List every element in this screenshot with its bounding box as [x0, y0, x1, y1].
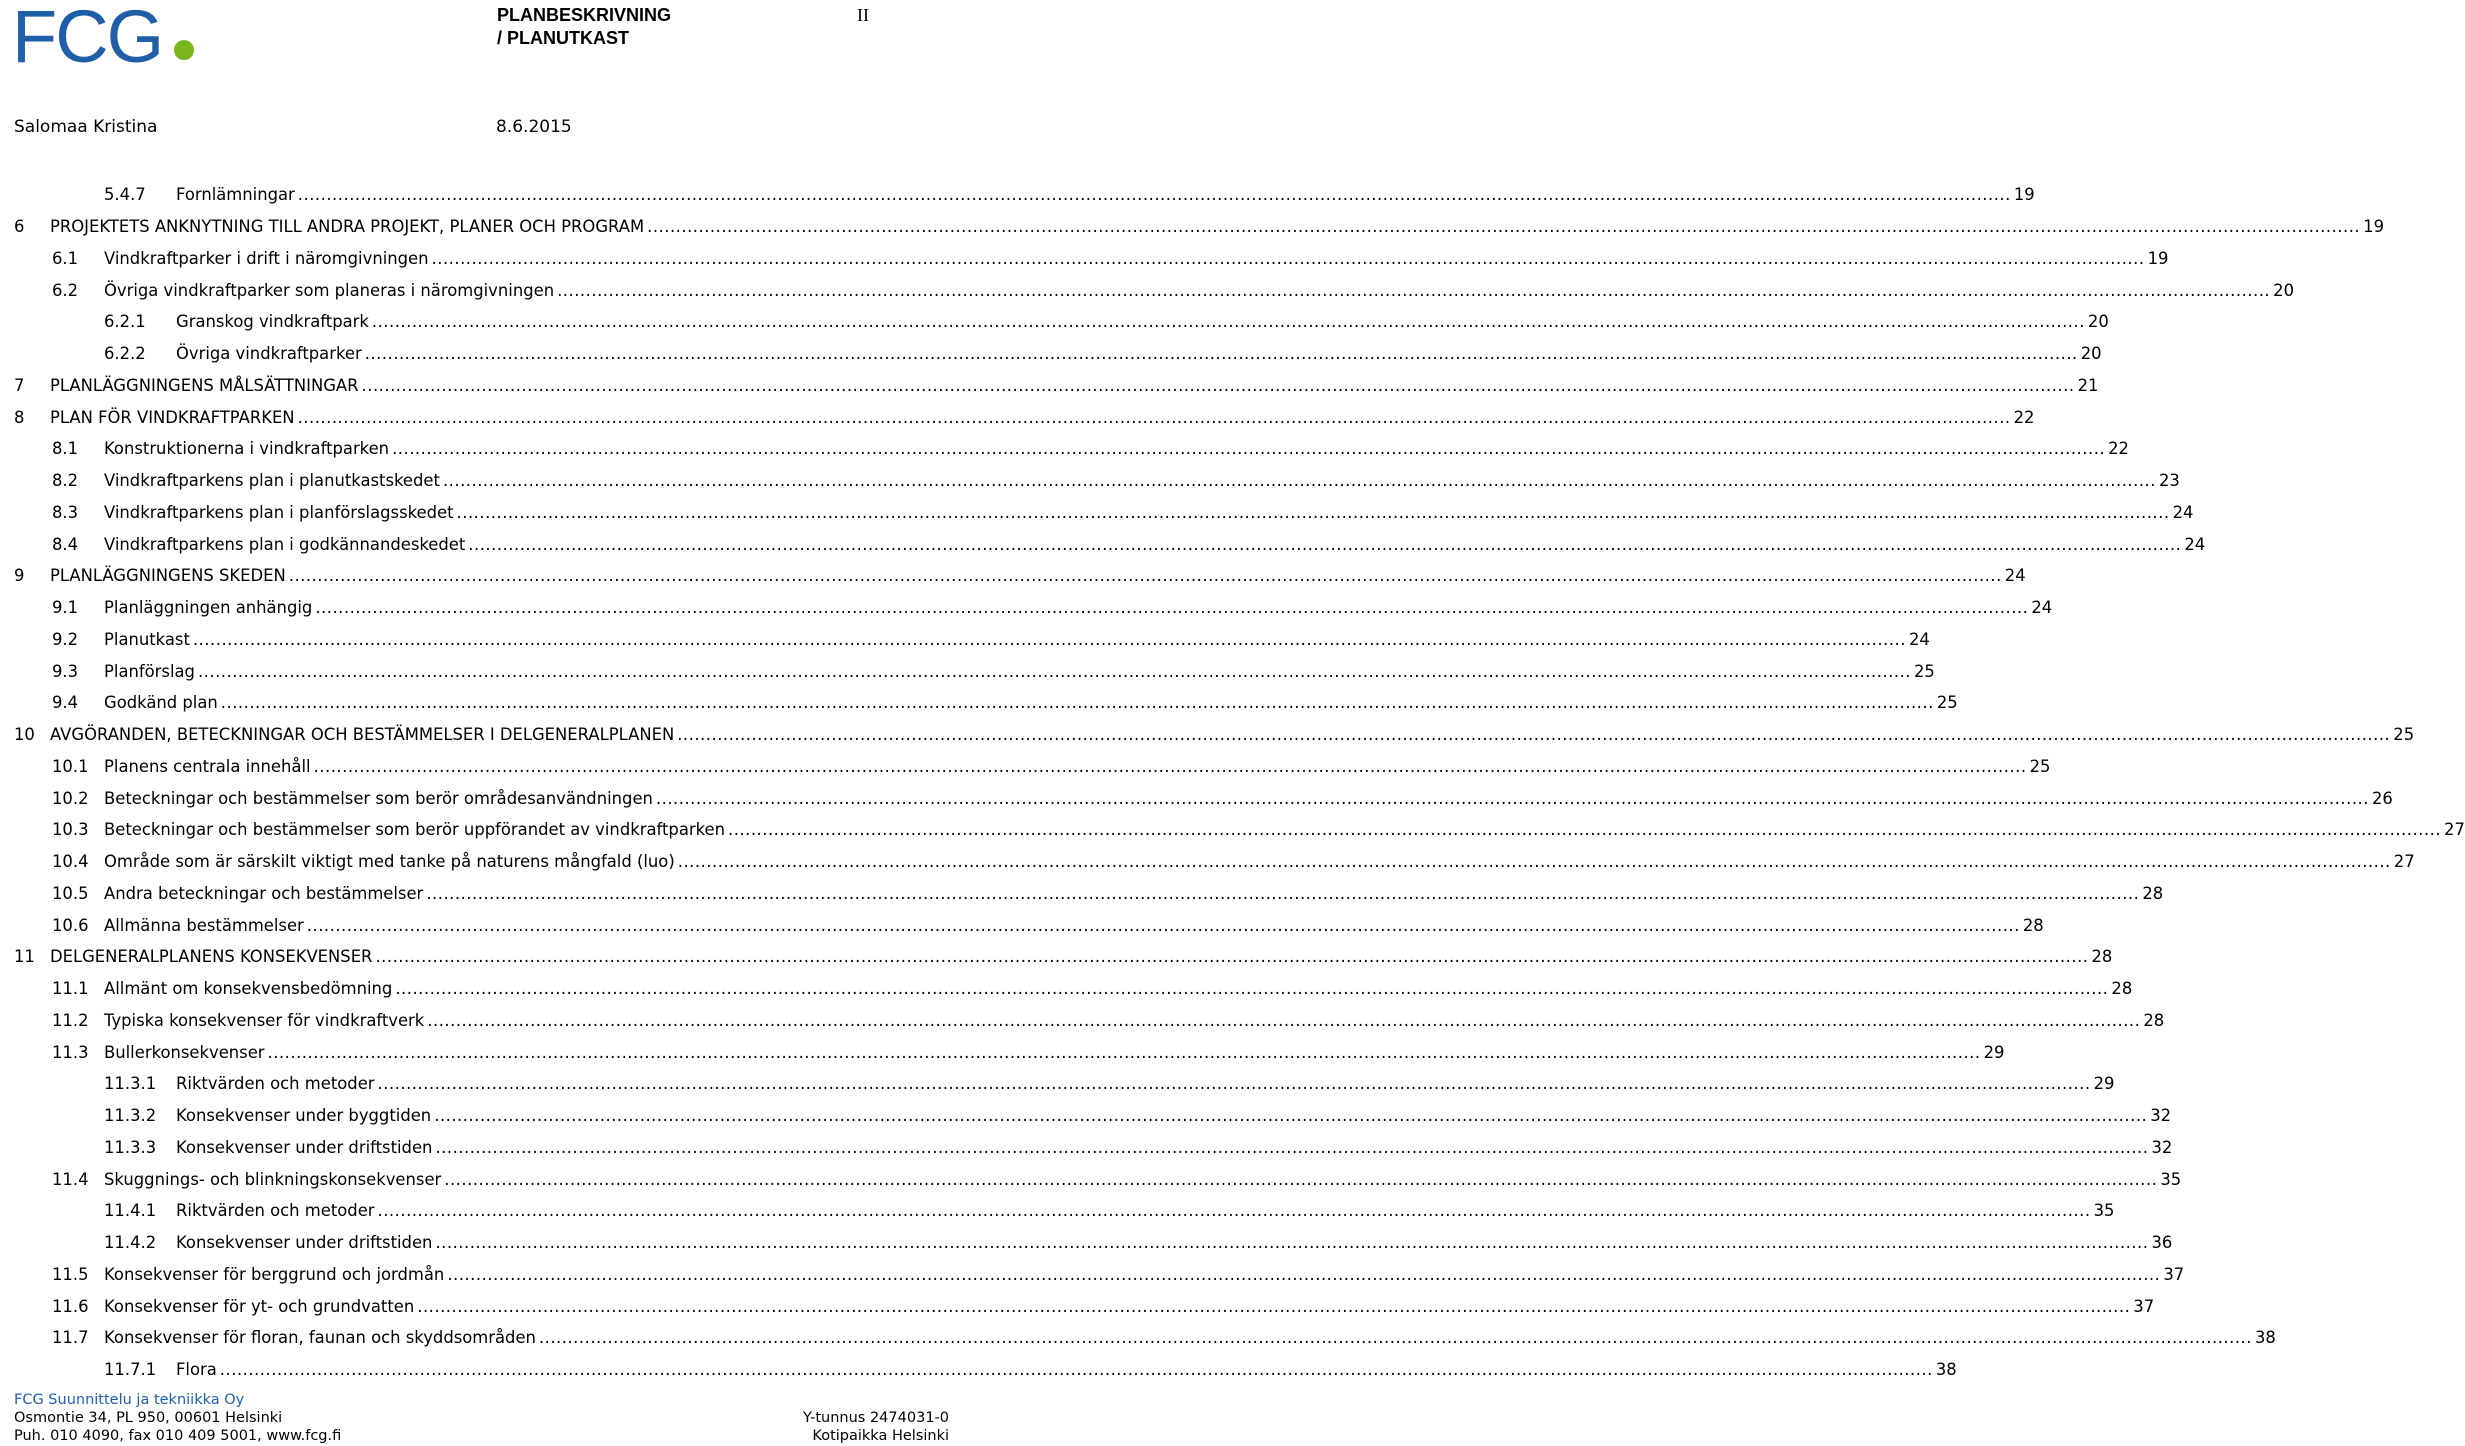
toc-entry-page: 32 — [2151, 1137, 2173, 1157]
toc-entry-number: 11.3.3 — [104, 1137, 157, 1157]
toc-entry-title: DELGENERALPLANENS KONSEKVENSER — [50, 947, 373, 967]
toc-entry[interactable] — [104, 1195, 2115, 1227]
toc-entry-title: Planläggningen anhängig — [104, 598, 313, 618]
toc-entry-number: 10.6 — [52, 915, 89, 935]
toc-entry-page: 29 — [1983, 1042, 2005, 1062]
toc-leader-dots: ............................................................................................................................................................................................................................................................................................................ — [395, 979, 2109, 999]
toc-entry-title: Planförslag — [104, 661, 195, 681]
toc-entry[interactable] — [52, 497, 2194, 529]
toc-entry[interactable] — [52, 1259, 2185, 1291]
toc-entry-title: Riktvärden och metoder — [176, 1074, 375, 1094]
toc-entry[interactable] — [104, 306, 2109, 338]
toc-entry-page: 35 — [2093, 1201, 2115, 1221]
toc-entry-title: Område som är särskilt viktigt med tanke på naturens mångfald (luo) — [104, 852, 675, 872]
toc-leader-dots: ............................................................................................................................................................................................................................................................................................................ — [377, 1201, 2091, 1221]
toc-leader-dots: ............................................................................................................................................................................................................................................................................................................ — [364, 344, 2078, 364]
toc-entry-title: Konstruktionerna i vindkraftparken — [104, 439, 390, 459]
toc-entry-title: Konsekvenser för yt- och grundvatten — [104, 1296, 415, 1316]
toc-entry-page: 23 — [2158, 471, 2180, 491]
toc-leader-dots: ............................................................................................................................................................................................................................................................................................................ — [377, 1074, 2091, 1094]
toc-entry-title: PLAN FÖR VINDKRAFTPARKEN — [50, 407, 295, 427]
toc-leader-dots: ............................................................................................................................................................................................................................................................................................................ — [427, 1010, 2141, 1030]
toc-leader-dots: ............................................................................................................................................................................................................................................................................................................ — [431, 248, 2145, 268]
toc-leader-dots: ............................................................................................................................................................................................................................................................................................................ — [435, 1233, 2149, 1253]
toc-entry-page: 28 — [2022, 915, 2044, 935]
toc-leader-dots: ............................................................................................................................................................................................................................................................................................................ — [677, 725, 2391, 745]
document-date: 8.6.2015 — [496, 117, 572, 137]
toc-entry[interactable] — [52, 814, 2465, 846]
toc-leader-dots: ............................................................................................................................................................................................................................................................................................................ — [677, 852, 2391, 872]
toc-entry-title: Planens centrala innehåll — [104, 756, 311, 776]
toc-entry-page: 29 — [2093, 1074, 2115, 1094]
toc-entry-page: 19 — [2363, 217, 2385, 237]
toc-leader-dots: ............................................................................................................................................................................................................................................................................................................ — [220, 693, 1934, 713]
toc-entry-title: Vindkraftparkens plan i godkännandeskedet — [104, 534, 466, 554]
toc-leader-dots: ............................................................................................................................................................................................................................................................................................................ — [447, 1264, 2161, 1284]
toc-entry-number: 8.1 — [52, 439, 79, 459]
toc-entry[interactable] — [52, 687, 1958, 719]
toc-entry-page: 28 — [2091, 947, 2113, 967]
toc-entry-page: 19 — [2147, 248, 2169, 268]
toc-leader-dots: ............................................................................................................................................................................................................................................................................................................ — [557, 280, 2271, 300]
toc-entry[interactable] — [104, 1354, 1957, 1386]
toc-entry[interactable] — [52, 751, 2051, 783]
toc-entry-page: 37 — [2163, 1264, 2185, 1284]
toc-entry-number: 11 — [14, 947, 35, 967]
toc-entry-title: Granskog vindkraftpark — [176, 312, 369, 332]
toc-entry[interactable] — [52, 1036, 2005, 1068]
toc-entry-title: Andra beteckningar och bestämmelser — [104, 883, 424, 903]
toc-entry[interactable] — [14, 401, 2035, 433]
footer-address: Osmontie 34, PL 950, 00601 Helsinki — [14, 1410, 283, 1426]
toc-entry-number: 9.3 — [52, 661, 79, 681]
toc-entry-number: 10 — [14, 725, 35, 745]
toc-entry[interactable] — [52, 465, 2180, 497]
toc-entry-number: 6.2 — [52, 280, 79, 300]
toc-entry-number: 6.2.2 — [104, 344, 146, 364]
footer-domicile: Kotipaikka Helsinki — [812, 1428, 949, 1444]
toc-entry-title: Typiska konsekvenser för vindkraftverk — [104, 1010, 425, 1030]
toc-entry-title: Övriga vindkraftparker — [176, 344, 362, 364]
toc-leader-dots: ............................................................................................................................................................................................................................................................................................................ — [392, 439, 2106, 459]
toc-leader-dots: ............................................................................................................................................................................................................................................................................................................ — [434, 1106, 2148, 1126]
toc-entry[interactable] — [52, 878, 2164, 910]
toc-leader-dots: ............................................................................................................................................................................................................................................................................................................ — [361, 375, 2075, 395]
toc-entry-title: PROJEKTETS ANKNYTNING TILL ANDRA PROJEKT, PLANER OCH PROGRAM — [50, 217, 645, 237]
toc-entry[interactable] — [52, 1005, 2165, 1037]
toc-leader-dots: ............................................................................................................................................................................................................................................................................................................ — [655, 788, 2369, 808]
toc-entry-number: 10.1 — [52, 756, 89, 776]
toc-leader-dots: ............................................................................................................................................................................................................................................................................................................ — [371, 312, 2085, 332]
toc-entry-number: 9.1 — [52, 598, 79, 618]
toc-entry-page: 21 — [2077, 375, 2099, 395]
toc-entry-page: 32 — [2150, 1106, 2172, 1126]
toc-entry-title: Beteckningar och bestämmelser som berör områdesanvändningen — [104, 788, 653, 808]
toc-leader-dots: ............................................................................................................................................................................................................................................................................................................ — [426, 883, 2140, 903]
toc-leader-dots: ............................................................................................................................................................................................................................................................................................................ — [435, 1137, 2149, 1157]
toc-leader-dots: ............................................................................................................................................................................................................................................................................................................ — [417, 1296, 2131, 1316]
toc-entry-title: Konsekvenser under driftstiden — [176, 1233, 433, 1253]
toc-leader-dots: ............................................................................................................................................................................................................................................................................................................ — [192, 629, 1906, 649]
toc-leader-dots: ............................................................................................................................................................................................................................................................................................................ — [444, 1169, 2158, 1189]
toc-entry-title: Flora — [176, 1360, 217, 1380]
toc-entry[interactable] — [52, 433, 2129, 465]
toc-entry-title: Övriga vindkraftparker som planeras i näromgivningen — [104, 280, 555, 300]
footer-company: FCG Suunnittelu ja tekniikka Oy — [14, 1392, 245, 1408]
toc-entry-page: 24 — [2184, 534, 2206, 554]
toc-entry-title: Bullerkonsekvenser — [104, 1042, 265, 1062]
toc-entry[interactable] — [104, 338, 2102, 370]
toc-entry-number: 11.3.2 — [104, 1106, 157, 1126]
toc-entry-title: Godkänd plan — [104, 693, 218, 713]
toc-entry-number: 8.4 — [52, 534, 79, 554]
toc-entry-title: Allmänt om konsekvensbedömning — [104, 979, 393, 999]
toc-entry-page: 26 — [2371, 788, 2393, 808]
page-number: II — [857, 5, 869, 25]
toc-entry-number: 11.4.1 — [104, 1201, 157, 1221]
toc-entry-number: 9 — [14, 566, 25, 586]
footer — [14, 1391, 949, 1445]
toc-entry-page: 37 — [2133, 1296, 2155, 1316]
toc-entry-title: Vindkraftparkens plan i planutkastskedet — [104, 471, 440, 491]
toc-entry[interactable] — [14, 941, 2113, 973]
toc-entry-page: 25 — [2393, 725, 2415, 745]
toc-entry-page: 20 — [2273, 280, 2294, 300]
toc-entry-number: 6.1 — [52, 248, 79, 268]
toc-leader-dots: ............................................................................................................................................................................................................................................................................................................ — [297, 185, 2011, 205]
toc-entry-number: 5.4.7 — [104, 185, 146, 205]
toc-leader-dots: ............................................................................................................................................................................................................................................................................................................ — [197, 661, 1911, 681]
toc-leader-dots: ............................................................................................................................................................................................................................................................................................................ — [315, 598, 2029, 618]
toc-entry-page: 38 — [2254, 1328, 2276, 1348]
toc-entry-title: Allmänna bestämmelser — [104, 915, 304, 935]
toc-entry-title: Konsekvenser under byggtiden — [176, 1106, 432, 1126]
toc-entry-page: 22 — [2108, 439, 2129, 459]
fcg-logo — [12, 0, 202, 78]
toc-entry-page: 28 — [2142, 883, 2164, 903]
logo-dot — [174, 40, 194, 60]
toc-leader-dots: ............................................................................................................................................................................................................................................................................................................ — [442, 471, 2156, 491]
toc-entry-page: 20 — [2087, 312, 2109, 332]
toc-entry-title: Konsekvenser för floran, faunan och skyddsområden — [104, 1328, 536, 1348]
toc-entry-number: 11.5 — [52, 1264, 89, 1284]
toc-entry[interactable] — [52, 624, 1930, 656]
toc-entry-number: 10.2 — [52, 788, 89, 808]
toc-entry-number: 11.1 — [52, 979, 89, 999]
toc-entry-page: 19 — [2013, 185, 2035, 205]
toc-entry[interactable] — [14, 719, 2415, 751]
toc-entry-title: Konsekvenser under driftstiden — [176, 1137, 433, 1157]
toc-entry-number: 7 — [14, 375, 25, 395]
toc-leader-dots: ............................................................................................................................................................................................................................................................................................................ — [647, 217, 2361, 237]
toc-leader-dots: ............................................................................................................................................................................................................................................................................................................ — [468, 534, 2182, 554]
footer-contact: Puh. 010 4090, fax 010 409 5001, www.fcg.fi — [14, 1428, 342, 1444]
toc-entry-number: 8.3 — [52, 502, 79, 522]
toc-leader-dots: ............................................................................................................................................................................................................................................................................................................ — [375, 947, 2089, 967]
toc-entry[interactable] — [104, 179, 2035, 211]
toc-entry[interactable] — [104, 1068, 2115, 1100]
toc-entry[interactable] — [52, 1163, 2182, 1195]
document-title — [497, 4, 797, 50]
toc-entry-number: 9.2 — [52, 629, 79, 649]
toc-leader-dots: ............................................................................................................................................................................................................................................................................................................ — [538, 1328, 2252, 1348]
toc-entry-title: Planutkast — [104, 629, 190, 649]
toc-entry[interactable] — [52, 846, 2415, 878]
author-name: Salomaa Kristina — [14, 117, 158, 137]
toc-leader-dots: ............................................................................................................................................................................................................................................................................................................ — [267, 1042, 1981, 1062]
toc-entry-number: 11.7.1 — [104, 1360, 157, 1380]
toc-entry-number: 6.2.1 — [104, 312, 146, 332]
toc-entry[interactable] — [104, 1100, 2172, 1132]
toc-entry-title: AVGÖRANDEN, BETECKNINGAR OCH BESTÄMMELSER I DELGENERALPLANEN — [50, 725, 675, 745]
toc-entry-title: Riktvärden och metoder — [176, 1201, 375, 1221]
toc-entry[interactable] — [52, 592, 2053, 624]
toc-entry-page: 24 — [2172, 502, 2194, 522]
toc-entry-title: PLANLÄGGNINGENS SKEDEN — [50, 566, 286, 586]
toc-entry[interactable] — [52, 973, 2133, 1005]
toc-entry-page: 22 — [2013, 407, 2035, 427]
toc-entry-page: 25 — [2029, 756, 2051, 776]
toc-leader-dots: ............................................................................................................................................................................................................................................................................................................ — [727, 820, 2442, 840]
toc-entry[interactable] — [52, 1322, 2276, 1354]
toc-entry-number: 6 — [14, 217, 25, 237]
document-title-line2: / PLANUTKAST — [497, 28, 629, 48]
toc-leader-dots: ............................................................................................................................................................................................................................................................................................................ — [297, 407, 2011, 427]
toc-entry-page: 24 — [1908, 629, 1930, 649]
toc-entry[interactable] — [52, 1290, 2155, 1322]
toc-entry[interactable] — [52, 909, 2044, 941]
toc-entry[interactable] — [52, 655, 1935, 687]
toc-leader-dots: ............................................................................................................................................................................................................................................................................................................ — [313, 756, 2027, 776]
toc-entry[interactable] — [52, 782, 2393, 814]
toc-entry[interactable] — [104, 1227, 2173, 1259]
toc-entry[interactable] — [104, 1132, 2173, 1164]
toc-entry-page: 24 — [2004, 566, 2026, 586]
toc-entry[interactable] — [14, 211, 2385, 243]
toc-entry-page: 36 — [2151, 1233, 2173, 1253]
toc-entry[interactable] — [52, 274, 2294, 306]
toc-entry-page: 35 — [2160, 1169, 2182, 1189]
toc-leader-dots: ............................................................................................................................................................................................................................................................................................................ — [219, 1360, 1933, 1380]
toc-entry-number: 11.3 — [52, 1042, 89, 1062]
toc-entry-number: 11.2 — [52, 1010, 89, 1030]
toc-entry-number: 8 — [14, 407, 25, 427]
toc-entry-number: 10.4 — [52, 852, 89, 872]
footer-business-id: Y-tunnus 2474031-0 — [802, 1410, 949, 1426]
toc-entry-title: Vindkraftparker i drift i näromgivningen — [104, 248, 429, 268]
toc-entry-title: Skuggnings- och blinkningskonsekvenser — [104, 1169, 442, 1189]
toc-entry-page: 27 — [2393, 852, 2415, 872]
logo-wordmark: FCG — [12, 0, 163, 78]
toc-entry-title: Vindkraftparkens plan i planförslagsskedet — [104, 502, 454, 522]
toc-entry-title: Fornlämningar — [176, 185, 295, 205]
document-title-line1: PLANBESKRIVNING — [497, 5, 672, 25]
toc-leader-dots: ............................................................................................................................................................................................................................................................................................................ — [456, 502, 2170, 522]
toc-entry-title: Konsekvenser för berggrund och jordmån — [104, 1264, 445, 1284]
toc-entry-title: Beteckningar och bestämmelser som berör uppförandet av vindkraftparken — [104, 820, 725, 840]
toc-entry[interactable] — [14, 370, 2099, 402]
toc-entry-number: 11.7 — [52, 1328, 89, 1348]
toc-entry-number: 11.4.2 — [104, 1233, 157, 1253]
toc-entry-number: 9.4 — [52, 693, 79, 713]
toc-entry-page: 25 — [1914, 661, 1935, 681]
toc-entry-page: 27 — [2444, 820, 2465, 840]
toc-entry-page: 24 — [2031, 598, 2053, 618]
toc-entry-page: 38 — [1935, 1360, 1957, 1380]
toc-entry-page: 28 — [2111, 979, 2133, 999]
toc-entry-title: PLANLÄGGNINGENS MÅLSÄTTNINGAR — [50, 375, 359, 395]
toc-leader-dots: ............................................................................................................................................................................................................................................................................................................ — [288, 566, 2002, 586]
toc-entry-page: 28 — [2143, 1010, 2165, 1030]
toc-leader-dots: ............................................................................................................................................................................................................................................................................................................ — [306, 915, 2020, 935]
toc-entry[interactable] — [52, 528, 2206, 560]
toc-entry-number: 11.6 — [52, 1296, 89, 1316]
toc-entry-number: 10.3 — [52, 820, 89, 840]
toc-entry-page: 20 — [2080, 344, 2102, 364]
toc-entry-number: 11.3.1 — [104, 1074, 157, 1094]
toc-entry-number: 10.5 — [52, 883, 89, 903]
toc-entry[interactable] — [14, 560, 2026, 592]
toc-entry[interactable] — [52, 243, 2169, 275]
toc-entry-page: 25 — [1936, 693, 1958, 713]
toc-entry-number: 8.2 — [52, 471, 79, 491]
toc-entry-number: 11.4 — [52, 1169, 89, 1189]
